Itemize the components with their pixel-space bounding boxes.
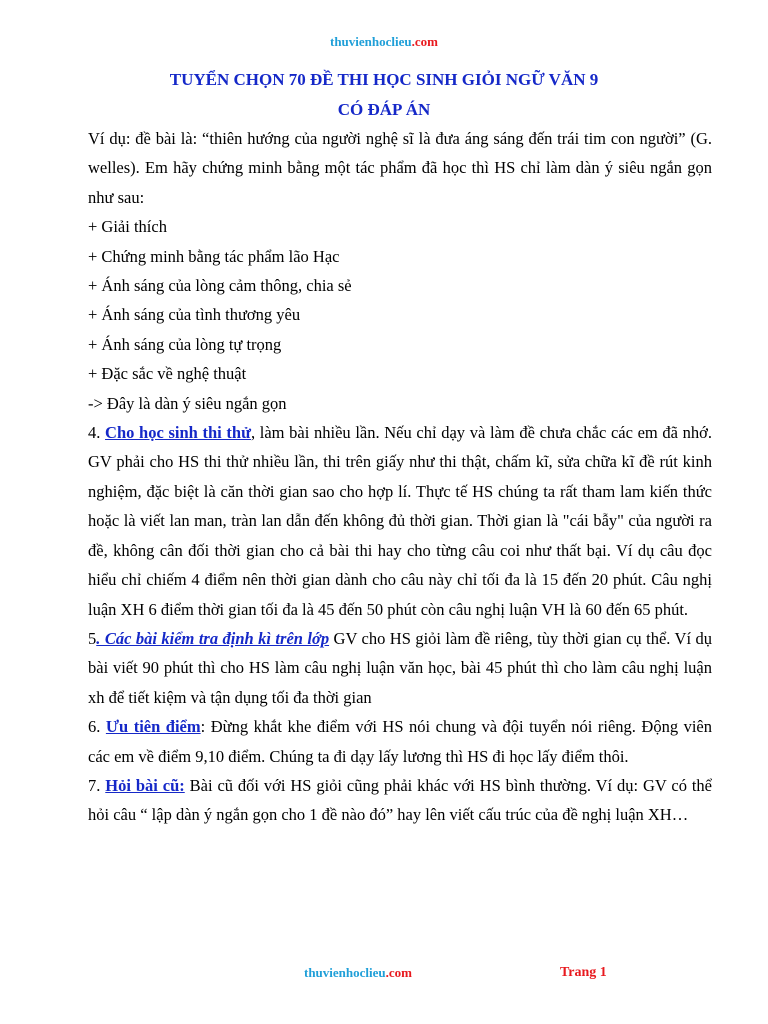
section-6-heading-link[interactable]: Ưu tiên điểm — [105, 717, 201, 737]
document-title: TUYỂN CHỌN 70 ĐỀ THI HỌC SINH GIỎI NGỮ VĂN 9 — [169, 70, 599, 89]
section-4-text: , làm bài nhiều lần. Nếu chỉ dạy và làm đề chưa chắc các em đã nhớ. GV phải cho HS thi thử nhiều lần, thi trên giấy như thi thật, chấm kĩ, sửa chữa kĩ đề rút kinh nghiệm, đặc biệt là căn thời gian sao cho hợp lí. Thực tế HS chúng ta rất tham lam kiến thức hoặc là viết lan man, tràn lan dẫn đến không đủ thời gian. Thời gian là "cái bẫy" của người ra đề, không cân đối thời gian cho cả bài thi hay cho từng câu coi như thất bại. Ví dụ câu đọc hiểu chỉ chiếm 4 điểm nên thời gian dành cho câu này chỉ tối đa là 15 đến 20 phút. Câu nghị luận XH 6 điểm thời gian tối đa là 45 đến 50 phút còn câu nghị luận VH là 60 đến 65 phút. — [88, 423, 713, 619]
section-4-paragraph — [88, 418, 712, 624]
section-7-number: 7. — [88, 775, 106, 795]
section-6-text: : Đừng khắt khe điểm với HS nói chung và đội tuyển nói riêng. Động viên các em về điểm 9,10 điểm. Chúng ta đi dạy lấy lương thì HS đi học lấy điểm thôi. — [88, 717, 713, 766]
footer-site-part2: .com — [385, 965, 412, 980]
header-site-part1: thuvienhoclieu — [330, 34, 412, 49]
page-number: Trang 1 — [560, 965, 607, 980]
section-7-paragraph — [88, 771, 712, 830]
bullet-item: -> Đây là dàn ý siêu ngắn gọn — [88, 393, 287, 413]
footer-site-part1: thuvienhoclieu — [304, 965, 386, 980]
intro-paragraph: Ví dụ: đề bài là: “thiên hướng của người nghệ sĩ là đưa áng sáng đến trái tim con người” (G. welles). Em hãy chứng minh bằng một tác phẩm đã học thì HS chỉ làm dàn ý siêu ngắn gọn như sau: — [88, 129, 712, 207]
bullet-item: + Ánh sáng của lòng tự trọng — [88, 334, 282, 354]
section-5-number: 5 — [88, 628, 97, 648]
section-5-text: GV cho HS giỏi làm đề riêng, tùy thời gian cụ thể. Ví dụ bài viết 90 phút thì cho HS làm câu nghị luận văn học, bài 45 phút thì cho làm câu nghị luận xh để tiết kiệm và tận dụng tối đa thời gian — [88, 628, 712, 707]
section-4-heading-link[interactable]: Cho học sinh thi thử — [105, 423, 251, 443]
section-6-number: 6. — [88, 717, 106, 737]
document-subtitle: CÓ ĐÁP ÁN — [337, 100, 431, 119]
bullet-item: + Ánh sáng của lòng cảm thông, chia sẻ — [88, 276, 352, 296]
section-5-heading-link[interactable]: . Các bài kiểm tra định kì trên lớp — [96, 628, 330, 648]
section-6-paragraph — [88, 712, 712, 771]
footer-site-name — [304, 965, 412, 981]
section-4-number: 4. — [88, 423, 106, 443]
header-site-part2: .com — [411, 34, 438, 49]
header-site-name — [0, 34, 768, 50]
bullet-item: + Đặc sắc về nghệ thuật — [88, 364, 247, 384]
bullet-item: + Ánh sáng của tình thương yêu — [88, 305, 301, 325]
section-7-text: Bài cũ đối với HS giỏi cũng phải khác với HS bình thường. Ví dụ: GV có thể hỏi câu “ lập dàn ý ngắn gọn cho 1 đề nào đó” hay lên viết cấu trúc của đề nghị luận XH… — [88, 775, 713, 825]
section-5-paragraph — [88, 624, 712, 712]
document-body — [88, 124, 712, 830]
bullet-item: + Chứng minh bằng tác phẩm lão Hạc — [88, 246, 340, 266]
bullet-item: + Giải thích — [88, 217, 167, 237]
section-7-heading-link[interactable]: Hỏi bài cũ: — [105, 775, 185, 795]
